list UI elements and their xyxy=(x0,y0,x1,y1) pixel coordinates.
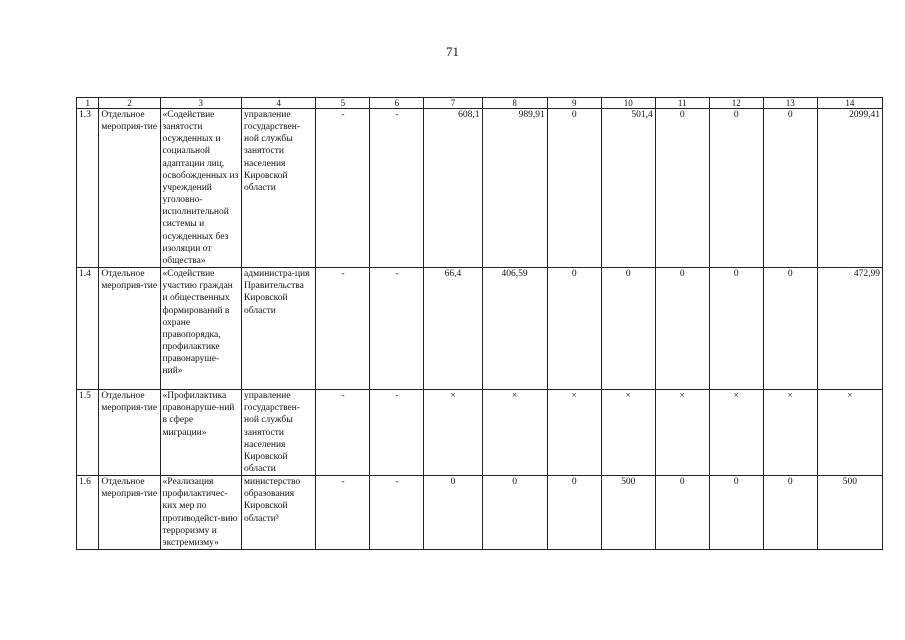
row-executor: управление государствен-ной службы занятости населения Кировской области xyxy=(242,390,316,476)
row-type: Отдельное мероприя-тие xyxy=(99,268,160,390)
cell-value: - xyxy=(370,476,424,550)
row-executor: управление государствен-ной службы занятости населения Кировской области xyxy=(242,109,316,268)
column-header: 14 xyxy=(817,98,882,109)
table-row xyxy=(77,109,883,268)
cell-value: × xyxy=(655,390,709,476)
cell-value: 0 xyxy=(547,109,601,268)
cell-value: 0 xyxy=(424,476,482,550)
cell-value: - xyxy=(316,476,370,550)
cell-value: × xyxy=(601,390,655,476)
row-type: Отдельное мероприя-тие xyxy=(99,390,160,476)
cell-value: - xyxy=(370,109,424,268)
column-header: 13 xyxy=(763,98,817,109)
cell-value: × xyxy=(817,390,882,476)
column-header: 4 xyxy=(242,98,316,109)
cell-value: 0 xyxy=(709,476,763,550)
cell-value: - xyxy=(316,109,370,268)
cell-value: 500 xyxy=(817,476,882,550)
column-header: 7 xyxy=(424,98,482,109)
row-id: 1.4 xyxy=(77,268,99,390)
row-id: 1.3 xyxy=(77,109,99,268)
cell-value: 2099,41 xyxy=(817,109,882,268)
page-number: 71 xyxy=(446,44,459,59)
table-row xyxy=(77,268,883,390)
cell-value: 0 xyxy=(655,109,709,268)
cell-value: 500 xyxy=(601,476,655,550)
row-id: 1.6 xyxy=(77,476,99,550)
row-type: Отдельное мероприя-тие xyxy=(99,109,160,268)
cell-value: 989,91 xyxy=(482,109,547,268)
cell-value: - xyxy=(316,390,370,476)
column-header: 9 xyxy=(547,98,601,109)
row-title: «Профилактика правонаруше-ний в сфере миграции» xyxy=(160,390,242,476)
cell-value: 0 xyxy=(547,268,601,390)
cell-value: 0 xyxy=(655,476,709,550)
cell-value: 608,1 xyxy=(424,109,482,268)
cell-value: 501,4 xyxy=(601,109,655,268)
column-header: 10 xyxy=(601,98,655,109)
cell-value: - xyxy=(316,268,370,390)
cell-value: 0 xyxy=(763,109,817,268)
program-table xyxy=(76,97,883,550)
cell-value: 406,59 xyxy=(482,268,547,390)
cell-value: × xyxy=(547,390,601,476)
cell-value: × xyxy=(763,390,817,476)
row-id: 1.5 xyxy=(77,390,99,476)
row-title: «Содействие участию граждан и общественных формирований в охране правопорядка, профилактике правонаруше-ний» xyxy=(160,268,242,390)
cell-value: 0 xyxy=(601,268,655,390)
table-row xyxy=(77,390,883,476)
cell-value: - xyxy=(370,390,424,476)
cell-value: 66,4 xyxy=(424,268,482,390)
cell-value: 0 xyxy=(763,476,817,550)
row-executor: министерство образования Кировской области³ xyxy=(242,476,316,550)
cell-value: 0 xyxy=(547,476,601,550)
cell-value: × xyxy=(482,390,547,476)
column-header: 6 xyxy=(370,98,424,109)
cell-value: 0 xyxy=(482,476,547,550)
column-header: 11 xyxy=(655,98,709,109)
row-type: Отдельное мероприя-тие xyxy=(99,476,160,550)
column-header: 2 xyxy=(99,98,160,109)
cell-value: 472,99 xyxy=(817,268,882,390)
row-title: «Содействие занятости осужденных и социальной адаптации лиц, освобожденных из учреждений уголовно-исполнительной системы и осужденных без изоляции от общества» xyxy=(160,109,242,268)
row-title: «Реализация профилактичес-ких мер по противодейст-вию терроризму и экстремизму» xyxy=(160,476,242,550)
column-header: 8 xyxy=(482,98,547,109)
header-row xyxy=(77,98,883,109)
cell-value: × xyxy=(424,390,482,476)
cell-value: 0 xyxy=(709,109,763,268)
cell-value: 0 xyxy=(655,268,709,390)
column-header: 12 xyxy=(709,98,763,109)
row-executor: администра-ция Правительства Кировской области xyxy=(242,268,316,390)
cell-value: 0 xyxy=(709,268,763,390)
table-row xyxy=(77,476,883,550)
column-header: 5 xyxy=(316,98,370,109)
column-header: 3 xyxy=(160,98,242,109)
column-header: 1 xyxy=(77,98,99,109)
cell-value: 0 xyxy=(763,268,817,390)
cell-value: × xyxy=(709,390,763,476)
cell-value: - xyxy=(370,268,424,390)
